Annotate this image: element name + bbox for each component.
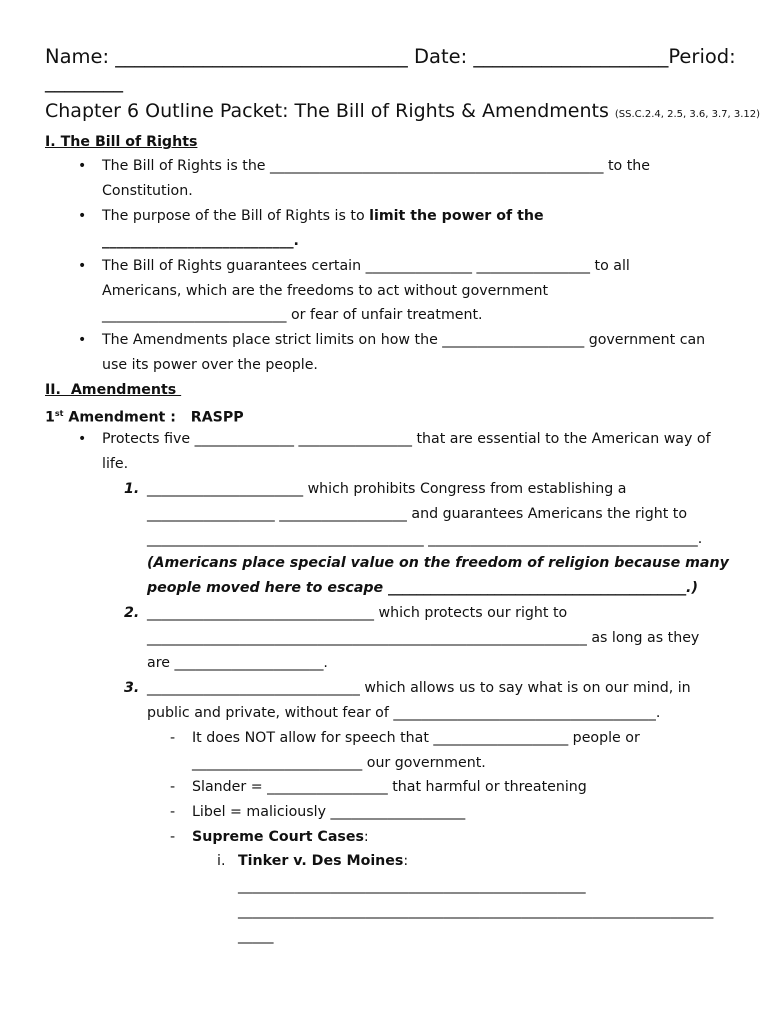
first-amendment-heading [45,405,244,427]
case-blank-line-2: ___________________________________________________________________ [238,903,714,919]
item-1-line-1: ______________________ which prohibits Congress from establishing a [147,481,627,497]
period-blank: ________ [45,70,123,93]
item-1-line-3: _______________________________________ ______________________________________. [147,531,703,547]
bullet-4-line-2: use its power over the people. [102,357,318,373]
bullet-3-line-1: The Bill of Rights guarantees certain _______________ ________________ to all [102,258,630,274]
a1-bullet-line-2: life. [102,456,129,472]
item-3-number: 3. [124,680,140,696]
bullet-1-line-2: Constitution. [102,183,193,199]
section-heading-bill-of-rights: I. The Bill of Rights [45,134,198,150]
amendment-ordinal: st [54,409,64,418]
dash-4-supreme-court [192,828,369,846]
section-heading-amendments: II. Amendments [45,382,182,398]
bullet-3-line-2: Americans, which are the freedoms to act without government [102,283,549,299]
case-title [238,852,408,870]
case-blank-line-1: _________________________________________________ [238,878,586,894]
bullet-2-line-2: ___________________________. [102,233,299,249]
item-1-number: 1. [124,481,140,497]
standards-codes: (SS.C.2.4, 2.5, 3.6, 3.7, 3.12) [614,109,761,120]
dash-2-slander: Slander = _________________ that harmful or threatening [192,779,587,795]
item-2-number: 2. [124,605,140,621]
supreme-court-label: Supreme Court Cases [192,829,364,845]
item-1-note-line-2: people moved here to escape __________________________________________.) [147,580,698,596]
case-number: i. [217,853,226,869]
bullet-1-line-1: The Bill of Rights is the _______________________________________________ to the [102,158,650,174]
name-date-period-line: Name: ______________________________ Date: ____________________Period: [45,45,736,68]
bullet-2-text: The purpose of the Bill of Rights is to [102,208,370,224]
a1-bullet-line-1: Protects five ______________ ________________ that are essential to the American way of [102,431,711,447]
bullet-icon: • [78,431,87,447]
case-blank-line-3: _____ [238,928,274,944]
bullet-icon: • [78,258,87,274]
bullet-icon: • [78,208,87,224]
bullet-3-line-3: __________________________ or fear of unfair treatment. [102,307,483,323]
item-3-line-1: ______________________________ which allows us to say what is on our mind, in [147,680,691,696]
bullet-2-bold: limit the power of the [369,208,544,224]
item-2-line-2: ______________________________________________________________ as long as they [147,630,700,646]
dash-1-line-1: It does NOT allow for speech that ___________________ people or [192,730,640,746]
dash-marker: - [170,730,176,746]
item-1-line-2: __________________ __________________ and guarantees Americans the right to [147,506,688,522]
item-3-line-2: public and private, without fear of _____________________________________. [147,705,661,721]
dash-marker: - [170,829,176,845]
case-name: Tinker v. Des Moines [238,853,404,869]
dash-marker: - [170,804,176,820]
item-2-line-3: are _____________________. [147,655,328,671]
page-title [45,99,760,127]
item-2-line-1: ________________________________ which protects our right to [147,605,568,621]
supreme-court-colon: : [363,829,369,845]
bullet-2-line-1 [102,207,544,225]
bullet-4-line-1: The Amendments place strict limits on how the ____________________ government can [102,332,706,348]
dash-3-libel: Libel = maliciously ___________________ [192,804,466,820]
case-colon: : [403,853,409,869]
title-text: Chapter 6 Outline Packet: The Bill of Rights & Amendments [45,100,609,122]
bullet-icon: • [78,332,87,348]
bullet-icon: • [78,158,87,174]
item-1-note-line-1: (Americans place special value on the freedom of religion because many [147,555,729,571]
amendment-number: 1 [45,409,55,426]
dash-marker: - [170,779,176,795]
dash-1-line-2: ________________________ our government. [192,755,486,771]
amendment-title: Amendment : RASPP [63,409,244,426]
